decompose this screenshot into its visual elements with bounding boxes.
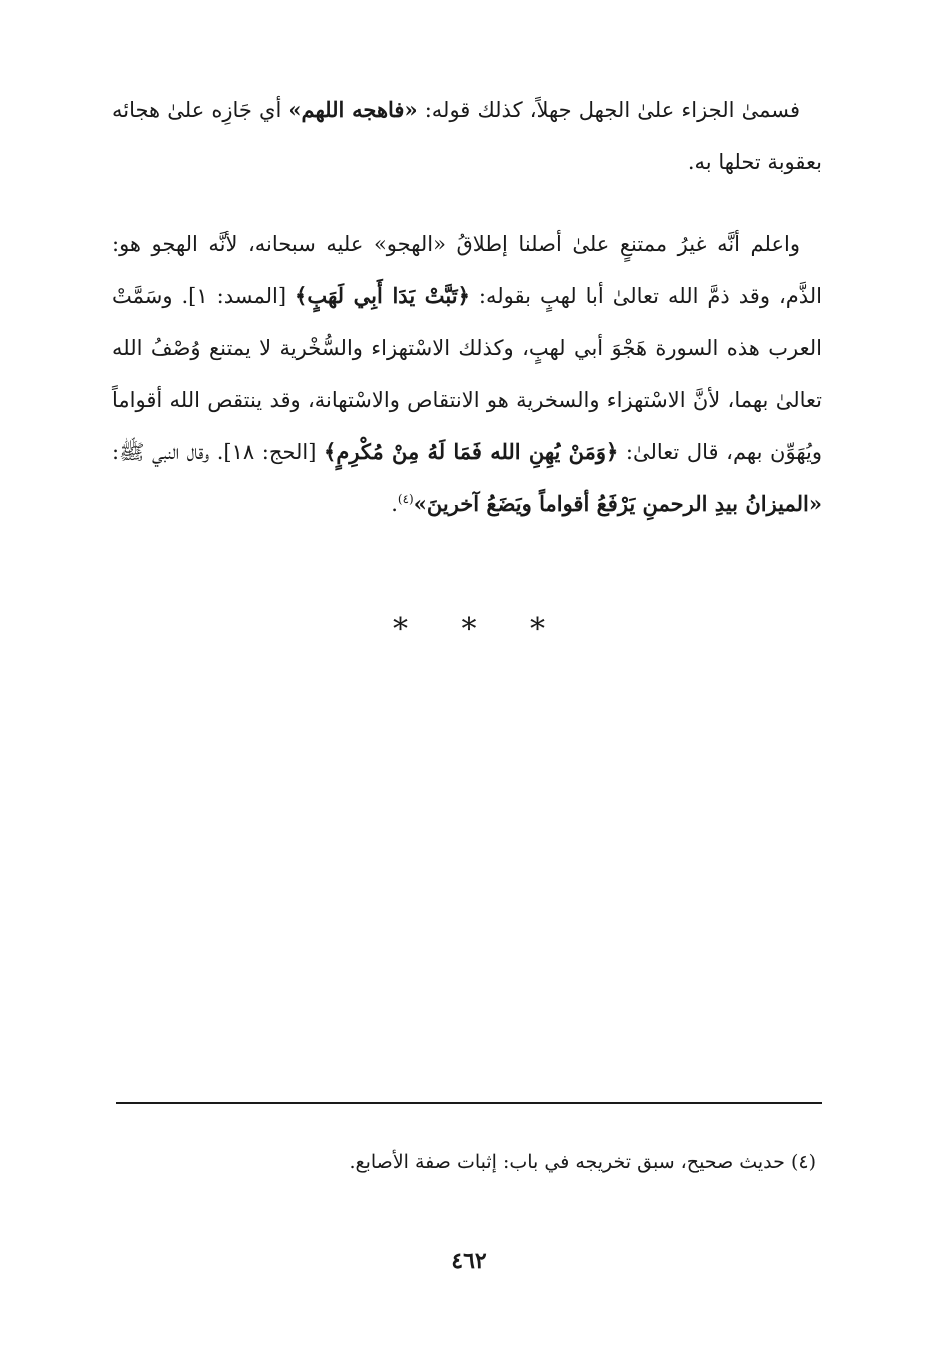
p2-seg-7: . xyxy=(391,492,398,516)
p2-seg-3: ﴿وَمَنْ يُهِنِ الله فَمَا لَهُ مِنْ مُكْرِمٍ﴾ xyxy=(324,439,619,464)
page-number: ٤٦٢ xyxy=(451,1248,487,1274)
p2-seg-5: «الميزانُ بيدِ الرحمنِ يَرْفَعُ أقواماً ويَضَعُ آخرينَ» xyxy=(413,491,822,516)
p1-seg-2: أي جَازِه علىٰ هجائه بعقوبة تحلها به. xyxy=(112,98,822,174)
main-text xyxy=(112,84,822,530)
p2-seg-0: واعلم أنَّه غيرُ ممتنعٍ علىٰ أصلنا إطلاقُ «الهجو» عليه سبحانه، لأنَّه الهجو هو: الذَّم، وقد ذمَّ الله تعالىٰ أبا لهبٍ بقوله: xyxy=(112,232,822,308)
paragraph-1 xyxy=(112,84,822,188)
footnote: (٤) حديث صحيح، سبق تخريجه في باب: إثبات صفة الأصابع. xyxy=(349,1151,816,1173)
p2-seg-4: [الحج: ١٨]. وقال النبي ﷺ: xyxy=(112,440,325,464)
paragraph-2 xyxy=(112,218,822,530)
p2-seg-1: ﴿تَبَّتْ يَدَا أَبِي لَهَبٍ﴾ xyxy=(295,283,470,308)
p2-seg-2: [المسد: ١]. وسَمَّتْ العرب هذه السورة هَجْوَ أبي لهبٍ، وكذلك الاسْتهزاء والسُّخْرية لا يمتنع وُصْفُ الله تعالىٰ بهما، لأنَّ الاسْتهزاء والسخرية هو الانتقاص والاسْتهانة، وقد ينتقص الله أقواماً ويُهَوِّن بهم، قال تعالىٰ: xyxy=(112,284,822,464)
p1-seg-0: فسمىٰ الجزاء علىٰ الجهل جهلاً، كذلك قوله: xyxy=(417,98,801,122)
footnote-ref: (٤) xyxy=(397,492,414,506)
section-separator: * * * xyxy=(392,612,568,647)
footnote-divider xyxy=(116,1102,822,1104)
p1-seg-1: «فاهجه اللهم» xyxy=(288,97,418,122)
